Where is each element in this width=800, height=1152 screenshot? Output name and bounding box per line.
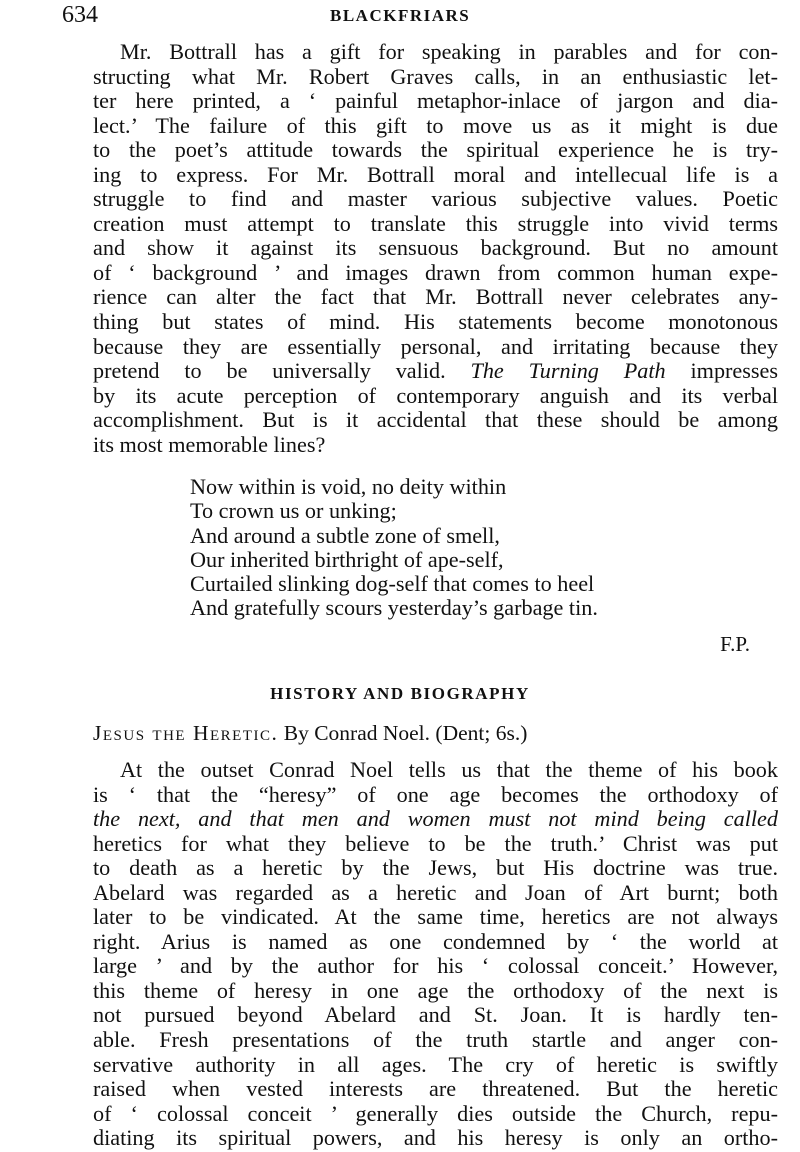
text-line: by its acute perception of contemporary anguish and its verbal (93, 382, 778, 408)
poem-line: Our inherited birthright of ape-self, (190, 546, 504, 572)
text-line: right. Arius is named as one condemned by ‘ the world at (93, 928, 778, 954)
text-line: rience can alter the fact that Mr. Bottrall never celebrates any- (93, 284, 778, 310)
text-fragment: pretend to be universally valid. (93, 358, 446, 384)
text-line: because they are essentially personal, and irritating because they (93, 333, 778, 359)
text-line: to the poet’s attitude towards the spiritual experience he is try- (93, 137, 778, 163)
text-line: Abelard was regarded as a heretic and Joan of Art burnt; both (93, 879, 778, 905)
poem-line: Now within is void, no deity within (190, 474, 507, 499)
text-line: ter here printed, a ‘ painful metaphor-inlace of jargon and dia- (93, 88, 778, 114)
text-line: servative authority in all ages. The cry of heretic is swiftly (93, 1051, 778, 1077)
text-line (93, 807, 778, 832)
section-heading: HISTORY AND BIOGRAPHY (270, 684, 530, 703)
text-line: raised when vested interests are threatened. But the heretic (93, 1076, 778, 1102)
italic-quote: the next, and that men and women must not mind being called (93, 806, 778, 832)
book-title: Jesus the Heretic. (93, 721, 279, 745)
text-line: diating its spiritual powers, and his heresy is only an ortho- (93, 1125, 778, 1151)
running-title: BLACKFRIARS (330, 6, 471, 25)
text-line: struggle to find and master various subjective values. Poetic (93, 186, 778, 212)
text-line: heretics for what they believe to be the truth.’ Christ was put (93, 830, 778, 856)
text-line: of ‘ background ’ and images drawn from common human expe- (93, 259, 778, 285)
review-paragraph-2 (93, 758, 778, 1151)
poem-line: Curtailed slinking dog-self that comes to heel (190, 571, 595, 597)
text-line: able. Fresh presentations of the truth startle and anger con- (93, 1027, 778, 1053)
text-line-with-title (93, 359, 778, 384)
text-line: is ‘ that the “heresy” of one age becomes the orthodoxy of (93, 781, 778, 807)
text-line: lect.’ The failure of this gift to move us as it might is due (93, 112, 778, 138)
text-line: of ‘ colossal conceit ’ generally dies outside the Church, repu- (93, 1100, 778, 1126)
text-line: and show it against its sensuous background. But no amount (93, 235, 778, 261)
italic-book-title: The Turning Path (470, 358, 666, 384)
text-line: creation must attempt to translate this struggle into vivid terms (93, 210, 778, 236)
reviewer-signature: F.P. (720, 632, 750, 656)
poem-line: And gratefully scours yesterday’s garbage tin. (190, 595, 598, 621)
text-fragment: impresses (690, 358, 779, 384)
text-line: its most memorable lines? (93, 431, 326, 457)
poem-line: To crown us or unking; (190, 498, 397, 524)
poem-line: And around a subtle zone of smell, (190, 522, 500, 548)
text-line: At the outset Conrad Noel tells us that the theme of his book (120, 757, 778, 782)
text-line: not pursued beyond Abelard and St. Joan. It is hardly ten- (93, 1002, 778, 1028)
text-line: this theme of heresy in one age the orthodoxy of the next is (93, 977, 778, 1003)
text-line: to death as a heretic by the Jews, but His doctrine was true. (93, 855, 778, 881)
text-line: thing but states of mind. His statements become monotonous (93, 309, 778, 335)
text-line: later to be vindicated. At the same time, heretics are not always (93, 904, 778, 930)
book-heading (93, 721, 527, 746)
text-line: Mr. Bottrall has a gift for speaking in parables and for con- (120, 39, 778, 64)
text-line: structing what Mr. Robert Graves calls, in an enthusiastic let- (93, 63, 778, 89)
page-number: 634 (62, 2, 98, 28)
page-header (62, 2, 790, 30)
book-details: By Conrad Noel. (Dent; 6s.) (283, 721, 528, 745)
text-line: large ’ and by the author for his ‘ colossal conceit.’ However, (93, 953, 778, 979)
text-line: accomplishment. But is it accidental that these should be among (93, 407, 778, 433)
quoted-poem (190, 475, 598, 621)
review-paragraph-1 (93, 40, 778, 457)
text-line: ing to express. For Mr. Bottrall moral and intellecual life is a (93, 161, 778, 187)
